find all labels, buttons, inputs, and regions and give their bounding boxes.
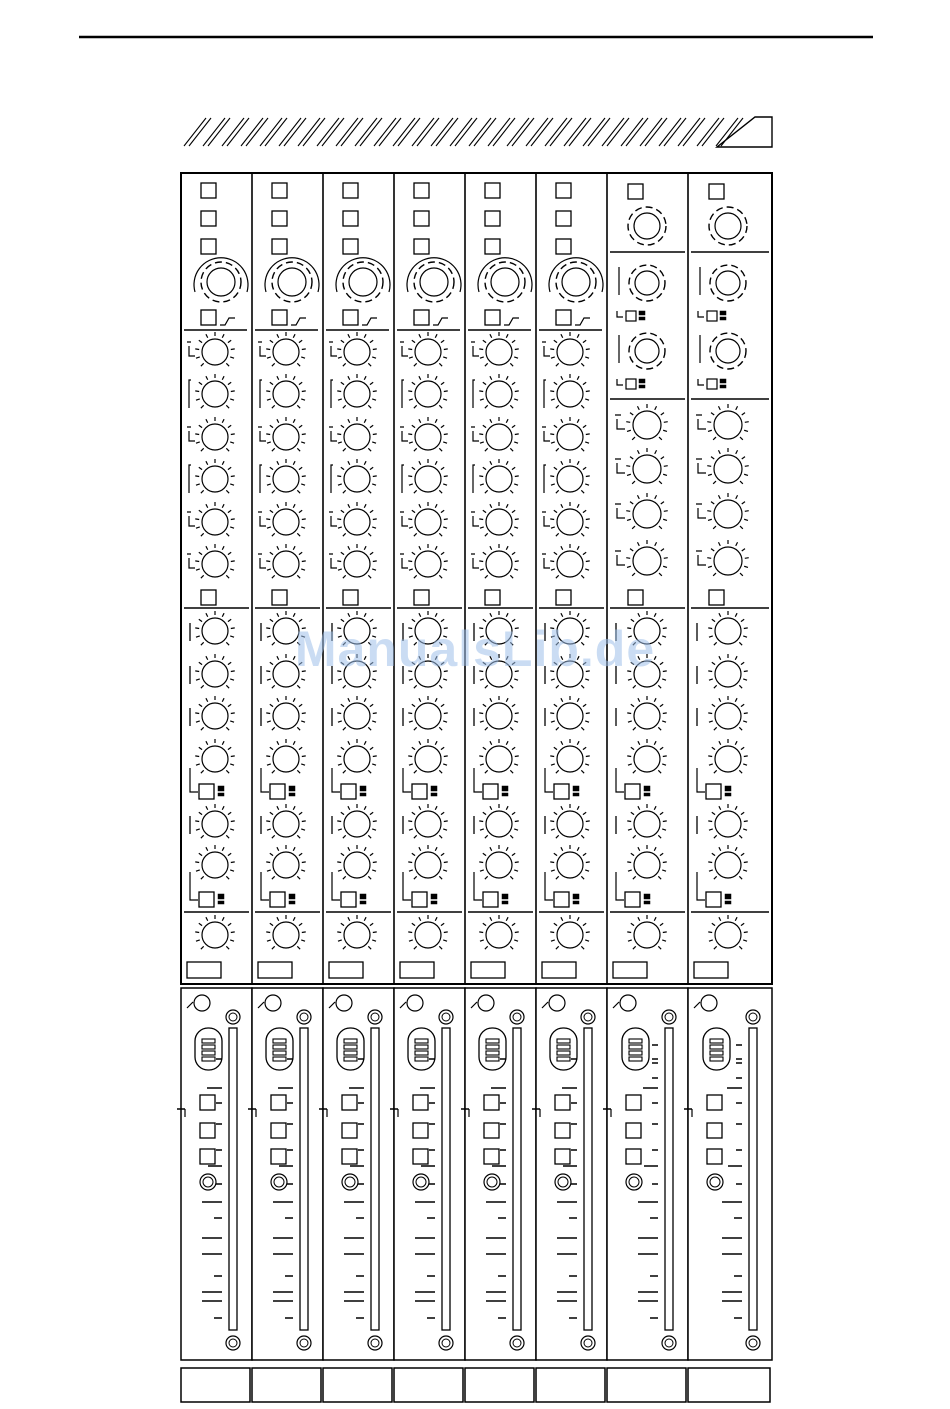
bus-switch [342,1149,357,1164]
switch [201,239,216,254]
switch [343,211,358,226]
bus-switch [555,1123,570,1138]
fader-slot [665,1028,673,1330]
pre-switch [199,784,214,799]
label-box [613,962,647,978]
fader-slot [442,1028,450,1330]
pre-switch [706,892,721,907]
eq-switch [485,590,500,605]
eq-switch [556,590,571,605]
meter-segment [415,1039,428,1043]
pre-switch [270,892,285,907]
meter-segment [629,1051,642,1055]
channel-label-box [181,1368,250,1402]
bus-switch [555,1095,570,1110]
switch [272,239,287,254]
pre-switch [270,784,285,799]
pre-switch [341,892,356,907]
bus-switch [413,1149,428,1164]
switch [343,183,358,198]
meter-segment [273,1051,286,1055]
meter-segment [710,1039,723,1043]
switch [556,211,571,226]
meter-segment [273,1039,286,1043]
meter-segment [202,1039,215,1043]
switch [556,183,571,198]
hpf-switch [272,310,287,325]
fader-slot [300,1028,308,1330]
pre-switch [554,892,569,907]
switch [272,183,287,198]
link-switch [707,311,717,321]
label-box [187,962,221,978]
pre-switch [483,892,498,907]
label-box [400,962,434,978]
switch [272,211,287,226]
label-box [471,962,505,978]
meter-segment [486,1057,499,1061]
bus-switch [555,1149,570,1164]
switch [556,239,571,254]
meter-segment [415,1051,428,1055]
meter-segment [486,1045,499,1049]
pre-switch [199,892,214,907]
switch [414,239,429,254]
meter-segment [202,1051,215,1055]
channel-label-box [688,1368,770,1402]
switch [485,239,500,254]
meter-segment [344,1057,357,1061]
hatched-title-plate [184,117,772,147]
hpf-switch [343,310,358,325]
meter-segment [629,1039,642,1043]
bus-switch [413,1123,428,1138]
meter-segment [344,1039,357,1043]
bus-switch [200,1095,215,1110]
bus-switch [707,1095,722,1110]
channel-label-box [465,1368,534,1402]
channel-label-box [323,1368,392,1402]
hpf-switch [414,310,429,325]
meter-segment [557,1057,570,1061]
link-switch [626,379,636,389]
meter-segment [557,1039,570,1043]
bus-switch [707,1149,722,1164]
meter-segment [202,1057,215,1061]
bus-switch [271,1149,286,1164]
eq-switch [343,590,358,605]
switch [485,183,500,198]
hpf-switch [201,310,216,325]
bus-switch [200,1149,215,1164]
eq-switch [414,590,429,605]
pre-switch [706,784,721,799]
bus-switch [413,1095,428,1110]
bus-switch [484,1123,499,1138]
pre-switch [412,784,427,799]
channel-label-box [252,1368,321,1402]
bus-switch [626,1149,641,1164]
meter-segment [273,1045,286,1049]
eq-switch [628,590,643,605]
meter-segment [344,1045,357,1049]
pre-switch [341,784,356,799]
fader-slot [749,1028,757,1330]
hpf-switch [485,310,500,325]
eq-switch [201,590,216,605]
meter-segment [486,1039,499,1043]
fader-slot [584,1028,592,1330]
label-box [542,962,576,978]
channel-label-box [394,1368,463,1402]
switch [414,183,429,198]
meter-segment [415,1045,428,1049]
label-box [329,962,363,978]
label-box [258,962,292,978]
switch [709,184,724,199]
meter-segment [486,1051,499,1055]
bus-switch [484,1095,499,1110]
bus-switch [271,1123,286,1138]
bus-switch [271,1095,286,1110]
eq-switch [709,590,724,605]
bus-switch [484,1149,499,1164]
meter-segment [629,1045,642,1049]
meter-segment [710,1051,723,1055]
bus-switch [707,1123,722,1138]
switch [201,211,216,226]
meter-segment [415,1057,428,1061]
pre-switch [554,784,569,799]
meter-segment [557,1045,570,1049]
meter-segment [710,1045,723,1049]
bus-switch [342,1123,357,1138]
eq-switch [272,590,287,605]
switch [201,183,216,198]
link-switch [626,311,636,321]
fader-slot [229,1028,237,1330]
meter-segment [344,1051,357,1055]
meter-segment [273,1057,286,1061]
label-box [694,962,728,978]
pre-switch [412,892,427,907]
meter-segment [557,1051,570,1055]
bus-switch [626,1095,641,1110]
pre-switch [625,892,640,907]
bus-switch [200,1123,215,1138]
meter-segment [629,1057,642,1061]
switch [628,184,643,199]
pre-switch [483,784,498,799]
bus-switch [342,1095,357,1110]
watermark-text: ManualsLib.de [294,621,656,677]
switch [343,239,358,254]
meter-segment [202,1045,215,1049]
link-switch [707,379,717,389]
switch [414,211,429,226]
meter-segment [710,1057,723,1061]
fader-slot [513,1028,521,1330]
bus-switch [626,1123,641,1138]
pre-switch [625,784,640,799]
fader-slot [371,1028,379,1330]
channel-label-box [607,1368,686,1402]
switch [485,211,500,226]
hpf-switch [556,310,571,325]
channel-label-box [536,1368,605,1402]
